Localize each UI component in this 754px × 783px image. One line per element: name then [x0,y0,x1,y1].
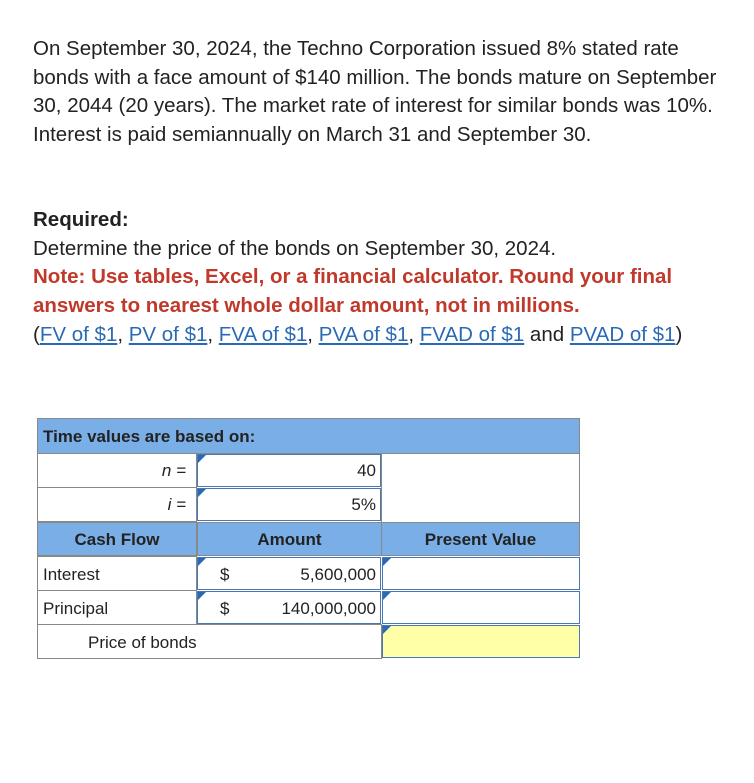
col-present-value-text: Present Value [424,530,537,549]
required-text: Determine the price of the bonds on September 30, 2024. [33,236,557,260]
principal-present-value-input[interactable] [382,591,580,624]
link-sep: , [307,322,319,346]
price-of-bonds-label-cell [37,624,382,659]
currency-symbol: $ [220,565,230,584]
price-of-bonds-input[interactable] [382,625,580,658]
paren-open: ( [33,322,40,346]
table-row-interest-label [37,556,197,591]
i-value: 5% [351,495,376,514]
input-flag-icon [198,489,206,497]
paren-close: ) [675,322,683,346]
input-flag-icon [383,626,391,634]
link-fvad-of-1[interactable]: FVAD of $1 [419,322,525,346]
row-label: Interest [43,565,100,584]
row-label: Principal [43,599,109,618]
i-label-cell [37,487,197,522]
n-label: n = [161,461,186,480]
price-of-bonds-label: Price of bonds [88,633,197,652]
principal-amount-input[interactable] [197,591,381,624]
link-fva-of-1[interactable]: FVA of $1 [218,322,308,346]
interest-amount: 5,600,000 [300,565,376,584]
required-label: Required: [33,208,129,231]
principal-amount: 140,000,000 [281,599,376,618]
link-and: and [524,322,570,346]
input-flag-icon [198,455,206,463]
link-sep: , [207,322,219,346]
link-pva-of-1[interactable]: PVA of $1 [318,322,409,346]
note-text: Note: Use tables, Excel, or a financial calculator. Round your final answers to nearest whole dollar amount, not in millions. [33,265,673,318]
col-amount-text: Amount [257,530,322,549]
interest-present-value-input[interactable] [382,557,580,590]
n-value: 40 [357,461,376,480]
col-amount [197,522,382,556]
input-flag-icon [383,592,391,600]
table-header [37,418,580,454]
col-cash-flow [37,522,197,556]
link-sep: , [408,322,420,346]
n-label-cell [37,453,197,488]
interest-amount-input[interactable] [197,557,381,590]
col-cash-flow-text: Cash Flow [74,530,160,549]
link-pvad-of-1[interactable]: PVAD of $1 [569,322,676,346]
currency-symbol: $ [220,599,230,618]
input-flag-icon [383,558,391,566]
col-present-value [381,522,580,556]
problem-intro: On September 30, 2024, the Techno Corporation issued 8% stated rate bonds with a face amount of $140 million. The bonds mature on September 30, 2044 (20 years). The market rate of interest for similar bonds was 10%. Interest is paid semiannually on March 31 and September 30. [33,37,717,147]
i-input[interactable] [197,488,381,521]
link-pv-of-1[interactable]: PV of $1 [128,322,208,346]
i-label: i = [167,495,186,514]
input-flag-icon [198,558,206,566]
n-input[interactable] [197,454,381,487]
link-sep: , [117,322,129,346]
link-fv-of-1[interactable]: FV of $1 [39,322,118,346]
input-flag-icon [198,592,206,600]
table-row-principal-label [37,590,197,625]
blank-cell [381,453,580,523]
table-header-text: Time values are based on: [43,427,256,446]
required-section [33,206,723,350]
